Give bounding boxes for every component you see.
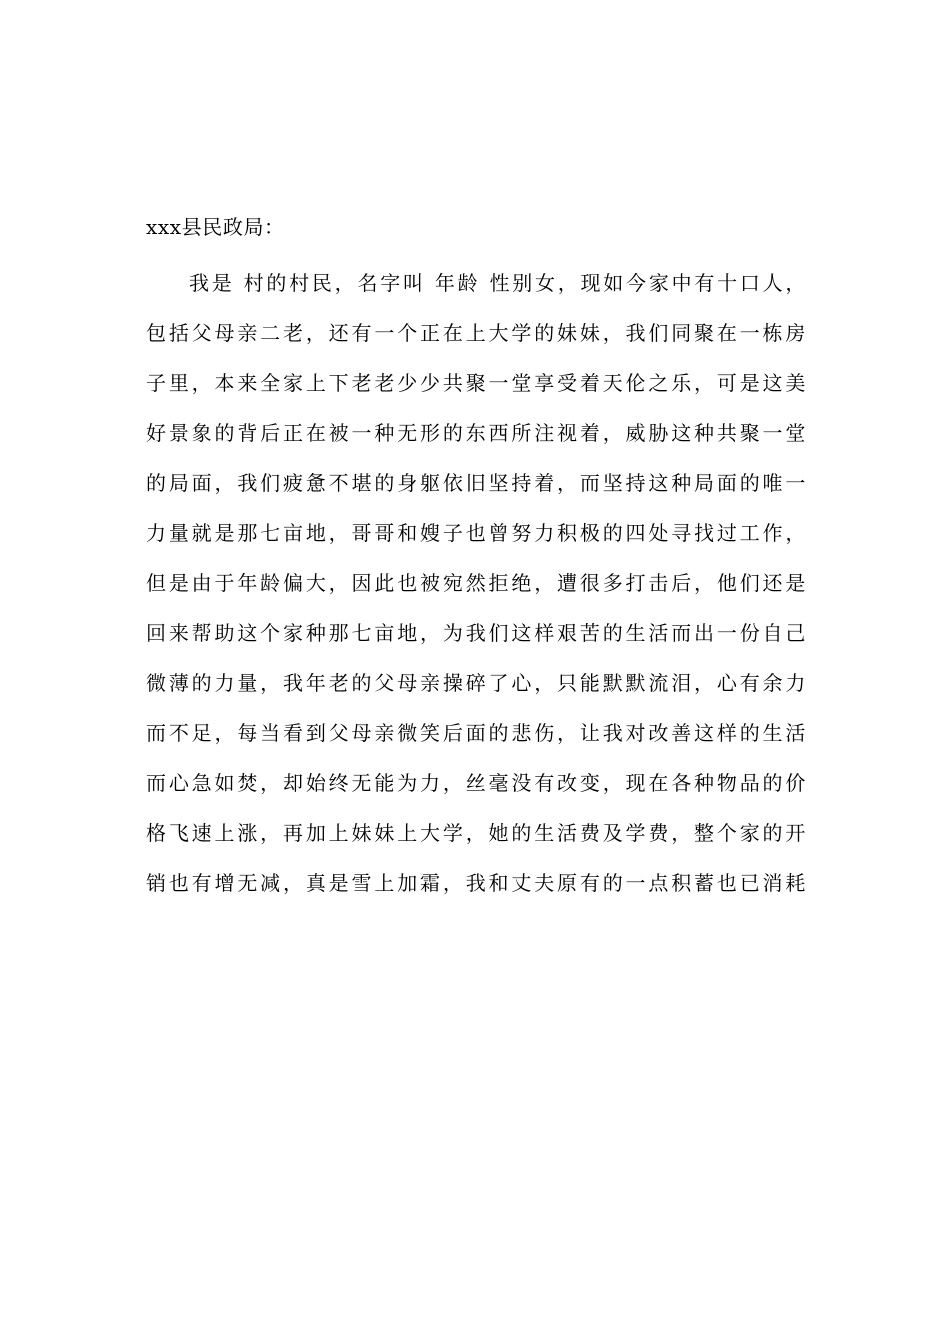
paragraph-line: 但是由于年龄偏大，因此也被宛然拒绝，遭很多打击后，他们还是 (146, 571, 806, 595)
paragraph-line: 包括父母亲二老，还有一个正在上大学的妹妹，我们同聚在一栋房 (146, 321, 806, 345)
paragraph-line: 好景象的背后正在被一种无形的东西所注视着，威胁这种共聚一堂 (146, 421, 806, 445)
letter-paragraph (146, 258, 806, 908)
paragraph-line: 力量就是那七亩地，哥哥和嫂子也曾努力积极的四处寻找过工作， (146, 521, 806, 545)
letter-body (146, 196, 806, 908)
paragraph-line: 微薄的力量，我年老的父母亲操碎了心，只能默默流泪，心有余力 (146, 671, 806, 695)
paragraph-line: 我是 村的村民，名字叫 年龄 性别女，现如今家中有十口人， (189, 271, 806, 295)
paragraph-line: 格飞速上涨，再加上妹妹上大学，她的生活费及学费，整个家的开 (146, 821, 806, 845)
salutation: xxx县民政局： (146, 215, 285, 239)
paragraph-line: 的局面，我们疲惫不堪的身躯依旧坚持着，而坚持这种局面的唯一 (146, 471, 806, 495)
paragraph-line: 而心急如焚，却始终无能为力，丝毫没有改变，现在各种物品的价 (146, 771, 806, 795)
paragraph-line: 子里，本来全家上下老老少少共聚一堂享受着天伦之乐，可是这美 (146, 371, 806, 395)
paragraph-line: 销也有增无减，真是雪上加霜，我和丈夫原有的一点积蓄也已消耗 (146, 871, 806, 895)
paragraph-line: 而不足，每当看到父母亲微笑后面的悲伤，让我对改善这样的生活 (146, 721, 806, 745)
paragraph-line: 回来帮助这个家种那七亩地，为我们这样艰苦的生活而出一份自己 (146, 621, 806, 645)
